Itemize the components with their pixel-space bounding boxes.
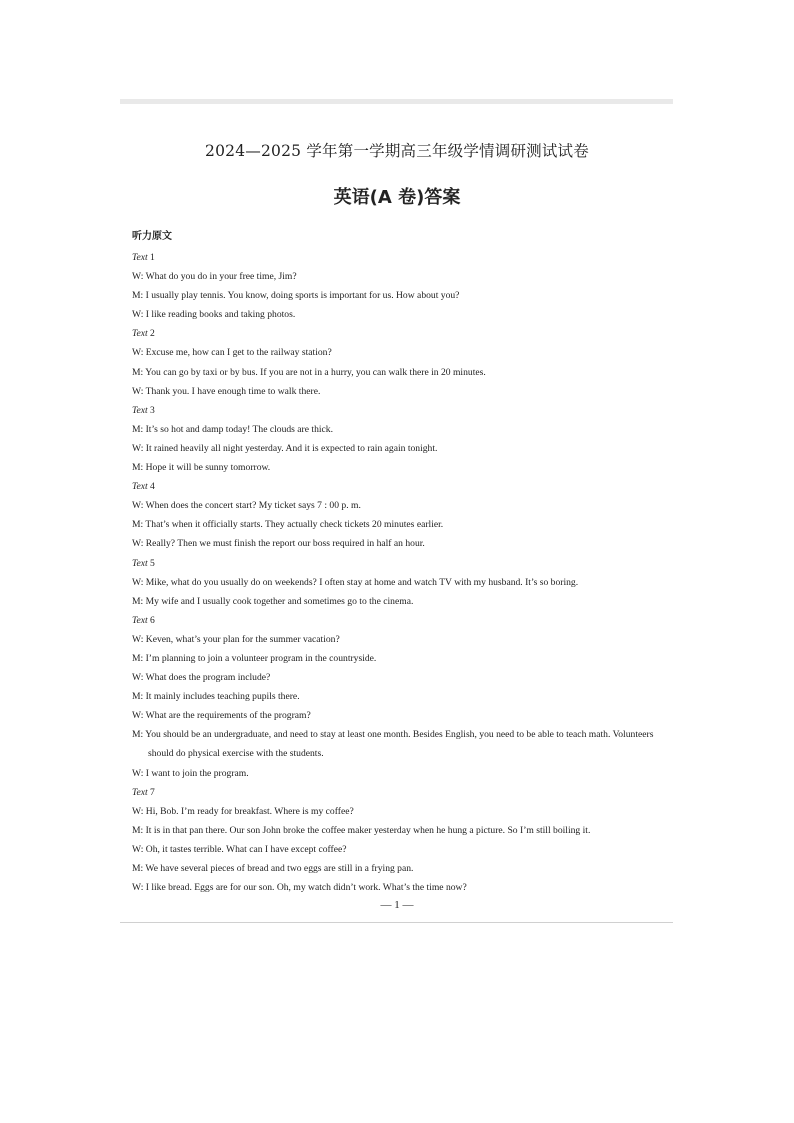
dialogue-line: W: What do you do in your free time, Jim? [132,271,297,283]
dialogue-line: M: It’s so hot and damp today! The clouds are thick. [132,423,333,435]
dialogue-line: W: Mike, what do you usually do on weekends? I often stay at home and watch TV with my husband. It’s so boring. [132,576,579,588]
text-label-word: Text [132,614,148,626]
transcript [132,248,672,897]
dialogue-line: M: You should be an undergraduate, and need to stay at least one month. Besides English, you need to be able to teach math. Volunteers should do physical exercise with the students. [132,729,654,760]
document-subtitle: 英语(A 卷)答案 [333,187,461,208]
text-label-number: 3 [150,404,155,416]
dialogue-line: M: I’m planning to join a volunteer program in the countryside. [132,652,377,664]
text-label-number: 5 [150,557,155,569]
dialogue-line: W: Really? Then we must finish the report our boss required in half an hour. [132,538,425,550]
text-label-number: 2 [150,328,155,340]
text-label [132,611,672,630]
dialogue-line: W: Keven, what’s your plan for the summer vacation? [132,633,340,645]
dialogue-line: W: It rained heavily all night yesterday. And it is expected to rain again tonight. [132,442,438,454]
text-label-word: Text [132,328,148,340]
text-label-number: 7 [150,786,155,798]
dialogue-line: W: I like bread. Eggs are for our son. Oh, my watch didn’t work. What’s the time now? [132,882,467,894]
text-label [132,248,672,267]
dialogue-line: W: Hi, Bob. I’m ready for breakfast. Where is my coffee? [132,805,354,817]
text-label-number: 1 [150,252,155,263]
bottom-divider [120,922,673,923]
section-label: 听力原文 [132,231,172,242]
dialogue-line: W: I like reading books and taking photos. [132,309,296,321]
dialogue-line: W: Oh, it tastes terrible. What can I have except coffee? [132,843,347,855]
dialogue-line: W: What are the requirements of the program? [132,710,311,722]
text-label-word: Text [132,481,148,493]
dialogue-line: W: Excuse me, how can I get to the railway station? [132,347,332,359]
dialogue-line: M: You can go by taxi or by bus. If you are not in a hurry, you can walk there in 20 minutes. [132,366,486,378]
text-label [132,477,672,496]
text-label-word: Text [132,252,148,263]
text-label [132,401,672,420]
top-divider [120,99,673,104]
dialogue-line: M: I usually play tennis. You know, doing sports is important for us. How about you? [132,290,460,302]
text-label-number: 6 [150,614,155,626]
text-label [132,554,672,573]
dialogue-line: M: My wife and I usually cook together and sometimes go to the cinema. [132,595,414,607]
dialogue-line: W: Thank you. I have enough time to walk there. [132,385,321,397]
dialogue-line: W: I want to join the program. [132,767,249,779]
dialogue-line: M: That’s when it officially starts. They actually check tickets 20 minutes earlier. [132,519,444,531]
text-label [132,783,672,802]
dialogue-line: W: What does the program include? [132,672,271,684]
document-title: 2024—2025 学年第一学期高三年级学情调研测试试卷 [205,142,589,160]
dialogue-line: W: When does the concert start? My ticket says 7 : 00 p. m. [132,500,361,512]
text-label-number: 4 [150,481,155,493]
text-label-word: Text [132,786,148,798]
dialogue-line: M: We have several pieces of bread and two eggs are still in a frying pan. [132,863,414,874]
dialogue-line: M: It mainly includes teaching pupils there. [132,691,300,703]
text-label [132,324,672,343]
dialogue-line: M: It is in that pan there. Our son John broke the coffee maker yesterday when he hung a picture. So I’m still boiling it. [132,824,591,836]
dialogue-line: M: Hope it will be sunny tomorrow. [132,462,271,474]
page-number: — 1 — [380,899,414,911]
text-label-word: Text [132,404,148,416]
text-label-word: Text [132,557,148,569]
